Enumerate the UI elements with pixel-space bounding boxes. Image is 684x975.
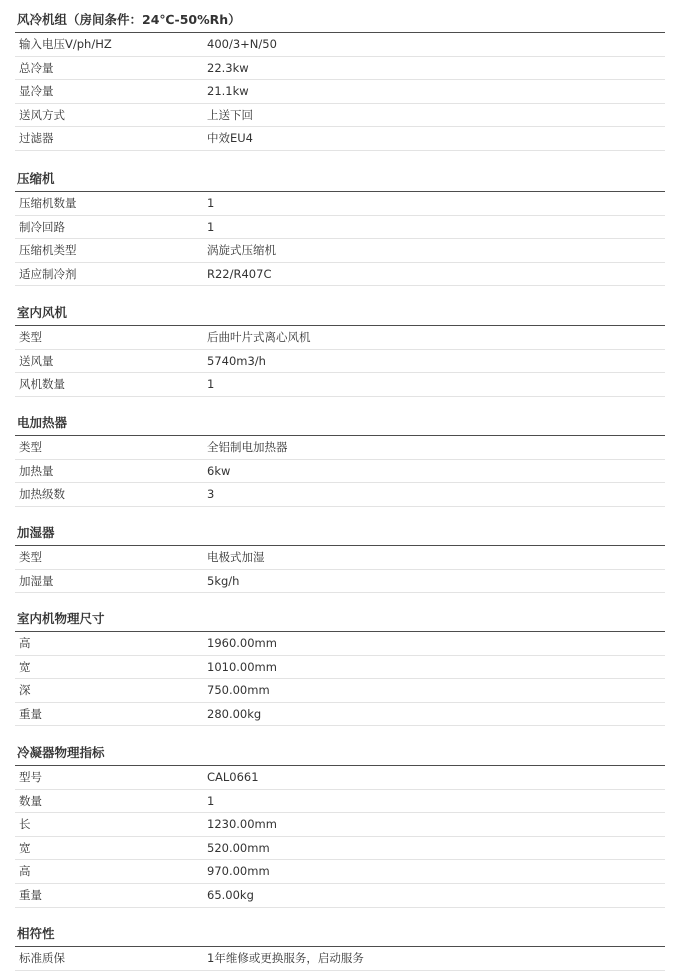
spec-row (15, 837, 665, 861)
spec-value: R22/R407C (207, 266, 272, 281)
spec-value: 3 (207, 487, 215, 502)
section-humidifier (15, 521, 665, 593)
spec-label: 重量 (19, 887, 42, 902)
spec-row (15, 947, 665, 971)
spec-row (15, 436, 665, 460)
spec-value: 65.00kg (207, 887, 254, 902)
spec-value: 1年维修或更换服务，启动服务 (207, 951, 364, 965)
spec-label: 加湿量 (19, 573, 54, 588)
section-title: 室内风机 (15, 301, 665, 326)
spec-label: 标准质保 (19, 951, 65, 965)
spec-row (15, 104, 665, 128)
spec-value: 22.3kw (207, 60, 249, 75)
spec-label: 送风方式 (19, 107, 65, 122)
spec-label: 类型 (19, 440, 42, 454)
spec-value: 21.1kw (207, 84, 249, 99)
spec-row (15, 884, 665, 908)
spec-value: 全铝制电加热器 (207, 440, 288, 454)
spec-value: 6kw (207, 463, 231, 478)
section-title: 室内机物理尺寸 (15, 607, 665, 632)
spec-row (15, 33, 665, 57)
spec-label: 类型 (19, 330, 42, 344)
spec-value: 涡旋式压缩机 (207, 243, 276, 258)
spec-label: 加热量 (19, 463, 54, 478)
spec-label: 压缩机数量 (19, 196, 77, 210)
spec-row (15, 679, 665, 703)
spec-row (15, 483, 665, 507)
spec-label: 显冷量 (19, 84, 54, 99)
spec-label: 宽 (19, 840, 31, 855)
section-title: 电加热器 (15, 411, 665, 436)
spec-row (15, 790, 665, 814)
spec-row (15, 373, 665, 397)
spec-row (15, 546, 665, 570)
spec-label: 长 (19, 817, 31, 832)
spec-label: 深 (19, 683, 31, 698)
spec-value: 1230.00mm (207, 817, 277, 832)
spec-row (15, 263, 665, 287)
spec-value: 750.00mm (207, 683, 270, 698)
section-compliance (15, 922, 665, 971)
spec-label: 送风量 (19, 353, 54, 368)
spec-label: 高 (19, 636, 31, 650)
spec-row (15, 703, 665, 727)
spec-value: 后曲叶片式离心风机 (207, 330, 311, 344)
spec-label: 风机数量 (19, 377, 65, 392)
spec-label: 加热级数 (19, 487, 65, 502)
section-compressor (15, 167, 665, 286)
spec-row (15, 570, 665, 594)
spec-row (15, 80, 665, 104)
spec-label: 总冷量 (19, 60, 54, 75)
section-air-cooled-unit (15, 8, 665, 151)
spec-row (15, 192, 665, 216)
spec-row (15, 57, 665, 81)
spec-value: 520.00mm (207, 840, 270, 855)
spec-label: 压缩机类型 (19, 243, 77, 258)
spec-label: 型号 (19, 770, 42, 784)
spec-value: 1010.00mm (207, 659, 277, 674)
spec-value: 上送下回 (207, 107, 253, 122)
spec-label: 数量 (19, 793, 42, 808)
spec-row (15, 766, 665, 790)
spec-label: 宽 (19, 659, 31, 674)
spec-row (15, 216, 665, 240)
spec-label: 输入电压V/ph/HZ (19, 37, 112, 51)
spec-row (15, 326, 665, 350)
section-indoor-unit-dimensions (15, 607, 665, 726)
spec-label: 高 (19, 864, 31, 879)
spec-value: 1960.00mm (207, 636, 277, 650)
spec-row (15, 350, 665, 374)
section-title: 风冷机组（房间条件：24℃-50%Rh） (15, 8, 665, 33)
spec-value: 970.00mm (207, 864, 270, 879)
spec-value: 1 (207, 219, 215, 234)
spec-row (15, 127, 665, 151)
spec-value: 中效EU4 (207, 131, 253, 146)
spec-label: 类型 (19, 550, 42, 564)
spec-value: 电极式加湿 (207, 550, 265, 564)
spec-row (15, 460, 665, 484)
spec-label: 重量 (19, 706, 42, 721)
spec-value: 5kg/h (207, 573, 240, 588)
spec-row (15, 239, 665, 263)
section-condenser-specs (15, 741, 665, 908)
section-title: 冷凝器物理指标 (15, 741, 665, 766)
spec-row (15, 632, 665, 656)
section-indoor-fan (15, 301, 665, 397)
section-title: 相符性 (15, 922, 665, 947)
spec-value: 280.00kg (207, 706, 262, 721)
section-title: 加湿器 (15, 521, 665, 546)
spec-row (15, 860, 665, 884)
spec-value: CAL0661 (207, 770, 259, 784)
spec-label: 过滤器 (19, 131, 54, 146)
spec-label: 制冷回路 (19, 219, 65, 234)
spec-value: 1 (207, 793, 215, 808)
spec-value: 1 (207, 196, 215, 210)
spec-value: 400/3+N/50 (207, 37, 277, 51)
section-electric-heater (15, 411, 665, 507)
spec-label: 适应制冷剂 (19, 266, 77, 281)
spec-value: 5740m3/h (207, 353, 266, 368)
spec-row (15, 656, 665, 680)
section-title: 压缩机 (15, 167, 665, 192)
spec-value: 1 (207, 377, 215, 392)
spec-row (15, 813, 665, 837)
